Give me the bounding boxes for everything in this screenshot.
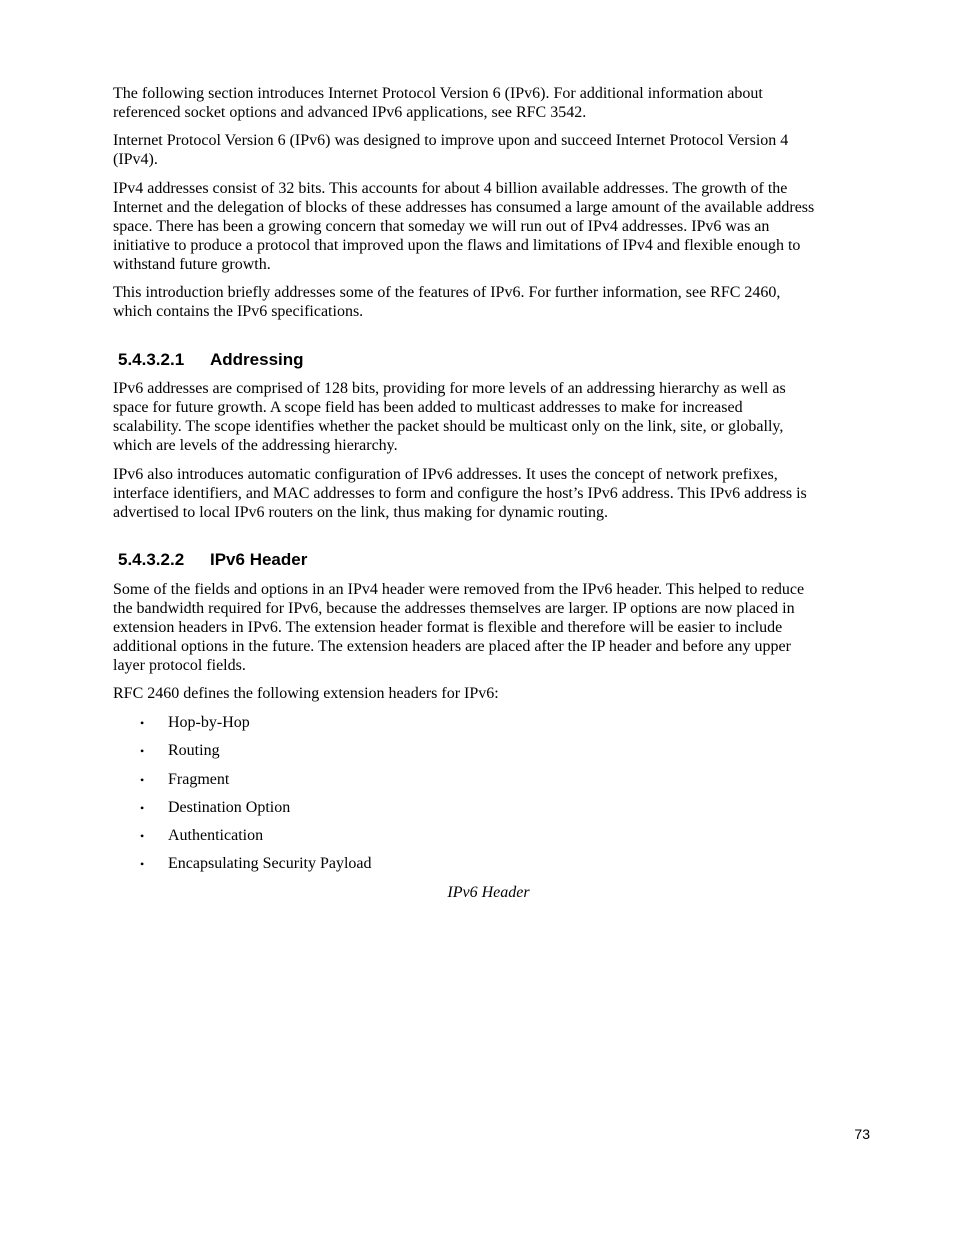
text-line: Internet and the delegation of blocks of these addresses has consumed a large amount of the available address [113,199,815,216]
text-line: space. There has been a growing concern that someday we will run out of IPv4 addresses. IPv6 was an [113,218,770,235]
section-heading-addressing [118,350,304,370]
text-line: advertised to local IPv6 routers on the link, thus making for dynamic routing. [113,504,609,521]
text-line: Internet Protocol Version 6 (IPv6) was designed to improve upon and succeed Internet Protocol Version 4 [113,132,789,149]
addressing-paragraph-1 [113,379,873,455]
text-line: referenced socket options and advanced IPv6 applications, see RFC 3542. [113,104,587,121]
list-item-label: Hop-by-Hop [168,714,250,731]
intro-paragraph-4 [113,283,873,321]
text-line: additional options in the future. The extension headers are placed after the IP header and before any upper [113,638,791,655]
text-line: layer protocol fields. [113,657,246,674]
bullet-icon: • [140,857,145,872]
text-line: which are levels of the addressing hierarchy. [113,437,398,454]
text-line: This introduction briefly addresses some of the features of IPv6. For further information, see RFC 2460, [113,284,781,301]
section-number: 5.4.3.2.2 [118,550,185,569]
text-line: scalability. The scope identifies whether the packet should be multicast only on the link, site, or globally, [113,418,784,435]
figure-caption: IPv6 Header [447,884,530,901]
list-item-label: Encapsulating Security Payload [168,855,372,873]
text-line: Some of the fields and options in an IPv4 header were removed from the IPv6 header. This helped to reduce [113,581,805,598]
text-line: The following section introduces Internet Protocol Version 6 (IPv6). For additional information about [113,85,763,102]
section-heading-ipv6-header [118,550,307,570]
bullet-icon: • [140,800,145,815]
list-item-label: Destination Option [168,798,291,816]
section-title: Addressing [210,350,304,369]
bullet-icon: • [140,772,145,787]
text-line: extension headers in IPv6. The extension header format is flexible and therefore will be easier to include [113,619,783,636]
text-line: initiative to produce a protocol that improved upon the flaws and limitations of IPv4 and flexible enough to [113,237,801,254]
intro-paragraph-2 [113,131,873,169]
text-line: space for future growth. A scope field has been added to multicast addresses to make for increased [113,399,743,416]
list-item-label: Fragment [168,770,230,788]
bullet-icon: • [140,744,145,759]
text-line: which contains the IPv6 specifications. [113,303,364,320]
text-line: withstand future growth. [113,256,271,273]
section-number: 5.4.3.2.1 [118,350,185,369]
list-item-label: Routing [168,742,220,760]
section-title: IPv6 Header [210,550,308,569]
bullet-icon: • [140,829,145,844]
header-paragraph-2: RFC 2460 defines the following extension headers for IPv6: [113,685,499,702]
intro-paragraph-3 [113,179,873,274]
page-number: 73 [854,1126,870,1142]
text-line: IPv6 addresses are comprised of 128 bits, providing for more levels of an addressing hierarchy as well as [113,380,786,397]
header-paragraph-1 [113,580,873,675]
text-line: interface identifiers, and MAC addresses to form and configure the host’s IPv6 address. This IPv6 address is [113,485,807,502]
bullet-icon: • [140,716,145,730]
intro-paragraph-1 [113,84,873,122]
text-line: (IPv4). [113,151,158,168]
text-line: IPv6 also introduces automatic configuration of IPv6 addresses. It uses the concept of network prefixes, [113,466,778,483]
text-line: the bandwidth required for IPv6, because the addresses themselves are larger. IP options are now placed in [113,600,795,617]
addressing-paragraph-2 [113,465,873,522]
list-item-label: Authentication [168,827,264,845]
text-line: IPv4 addresses consist of 32 bits. This accounts for about 4 billion available addresses. The growth of the [113,180,788,197]
